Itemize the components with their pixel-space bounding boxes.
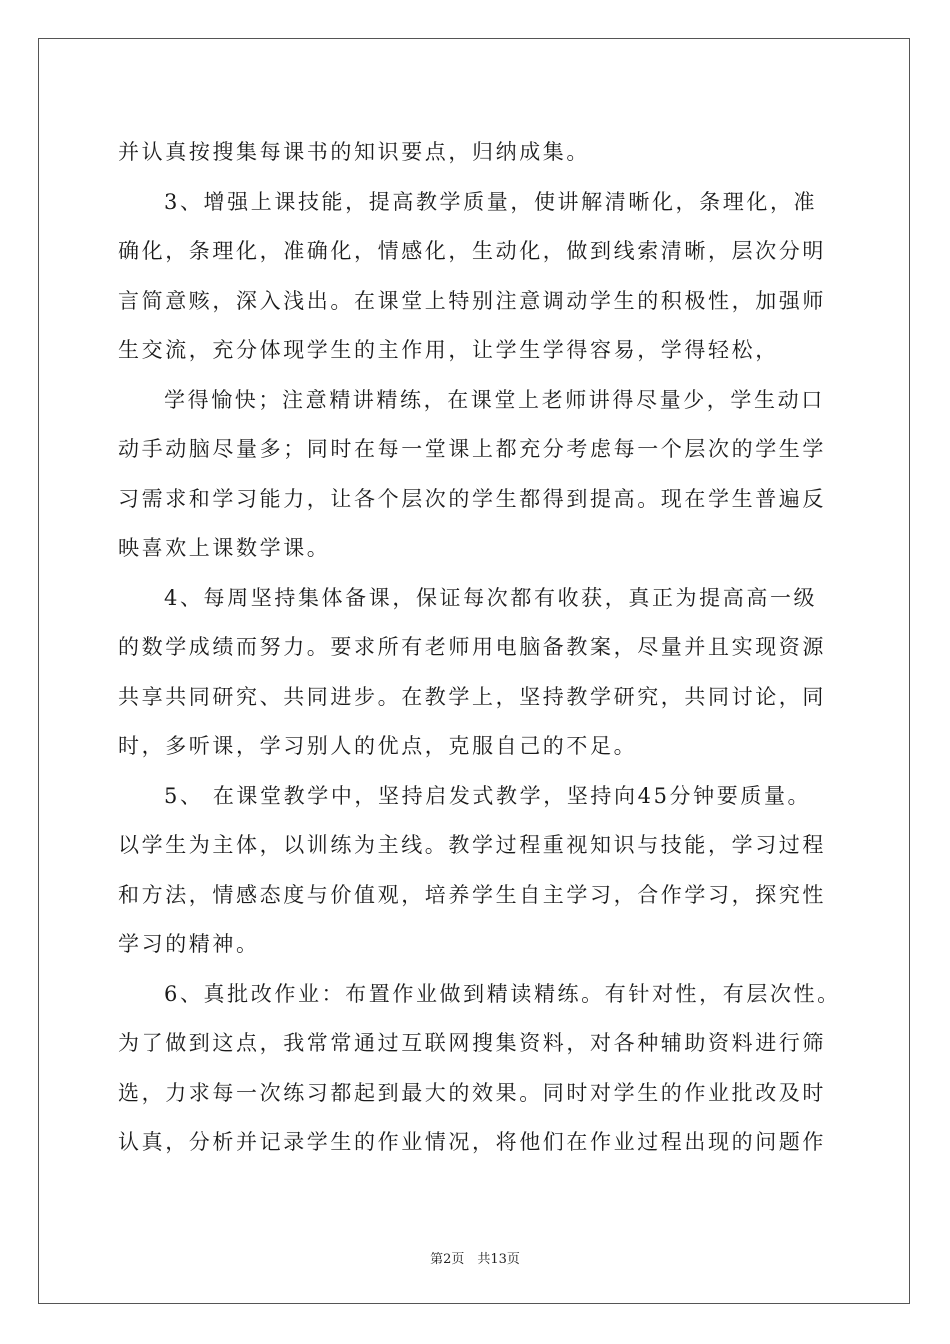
text-line: 确化，条理化，准确化，情感化，生动化，做到线索清晰，层次分明: [118, 239, 826, 263]
text-line: 习需求和学习能力，让各个层次的学生都得到提高。现在学生普遍反: [118, 486, 826, 511]
text-line: 6、真批改作业：布置作业做到精读精练。有针对性，有层次性。: [164, 981, 841, 1006]
text-line: 映喜欢上课数学课。: [118, 536, 331, 560]
text-line: 3、增强上课技能，提高教学质量，使讲解清晰化，条理化，准: [164, 189, 818, 214]
text-line: 选，力求每一次练习都起到最大的效果。同时对学生的作业批改及时: [118, 1080, 826, 1105]
text-line: 以学生为主体，以训练为主线。教学过程重视知识与技能，学习过程: [118, 833, 826, 857]
document-body: [118, 128, 841, 1168]
text-line: 4、每周坚持集体备课，保证每次都有收获，真正为提高高一级: [164, 585, 818, 610]
text-line: 生交流，充分体现学生的主作用，让学生学得容易，学得轻松，: [118, 338, 779, 362]
text-line: 学习的精神。: [118, 932, 260, 956]
text-line: 为了做到这点，我常常通过互联网搜集资料，对各种辅助资料进行筛: [118, 1031, 826, 1055]
text-line: 共享共同研究、共同进步。在教学上，坚持教学研究，共同讨论，同: [118, 684, 826, 709]
text-line: 言简意赅，深入浅出。在课堂上特别注意调动学生的积极性，加强师: [118, 288, 826, 313]
text-line: 5、 在课堂教学中，坚持启发式教学，坚持向45分钟要质量。: [164, 783, 812, 808]
text-line: 学得愉快；注意精讲精练，在课堂上老师讲得尽量少，学生动口: [164, 387, 825, 412]
text-line: 和方法，情感态度与价值观，培养学生自主学习，合作学习，探究性: [118, 882, 826, 907]
text-line: 认真，分析并记录学生的作业情况，将他们在作业过程出现的问题作: [118, 1130, 826, 1154]
page-number: 第2页 共13页: [430, 1252, 520, 1267]
text-line: 并认真按搜集每课书的知识要点，归纳成集。: [118, 140, 590, 164]
text-line: 的数学成绩而努力。要求所有老师用电脑备教案，尽量并且实现资源: [118, 635, 826, 659]
text-line: 时，多听课，学习别人的优点，克服自己的不足。: [118, 734, 638, 758]
text-line: 动手动脑尽量多；同时在每一堂课上都充分考虑每一个层次的学生学: [118, 437, 826, 461]
